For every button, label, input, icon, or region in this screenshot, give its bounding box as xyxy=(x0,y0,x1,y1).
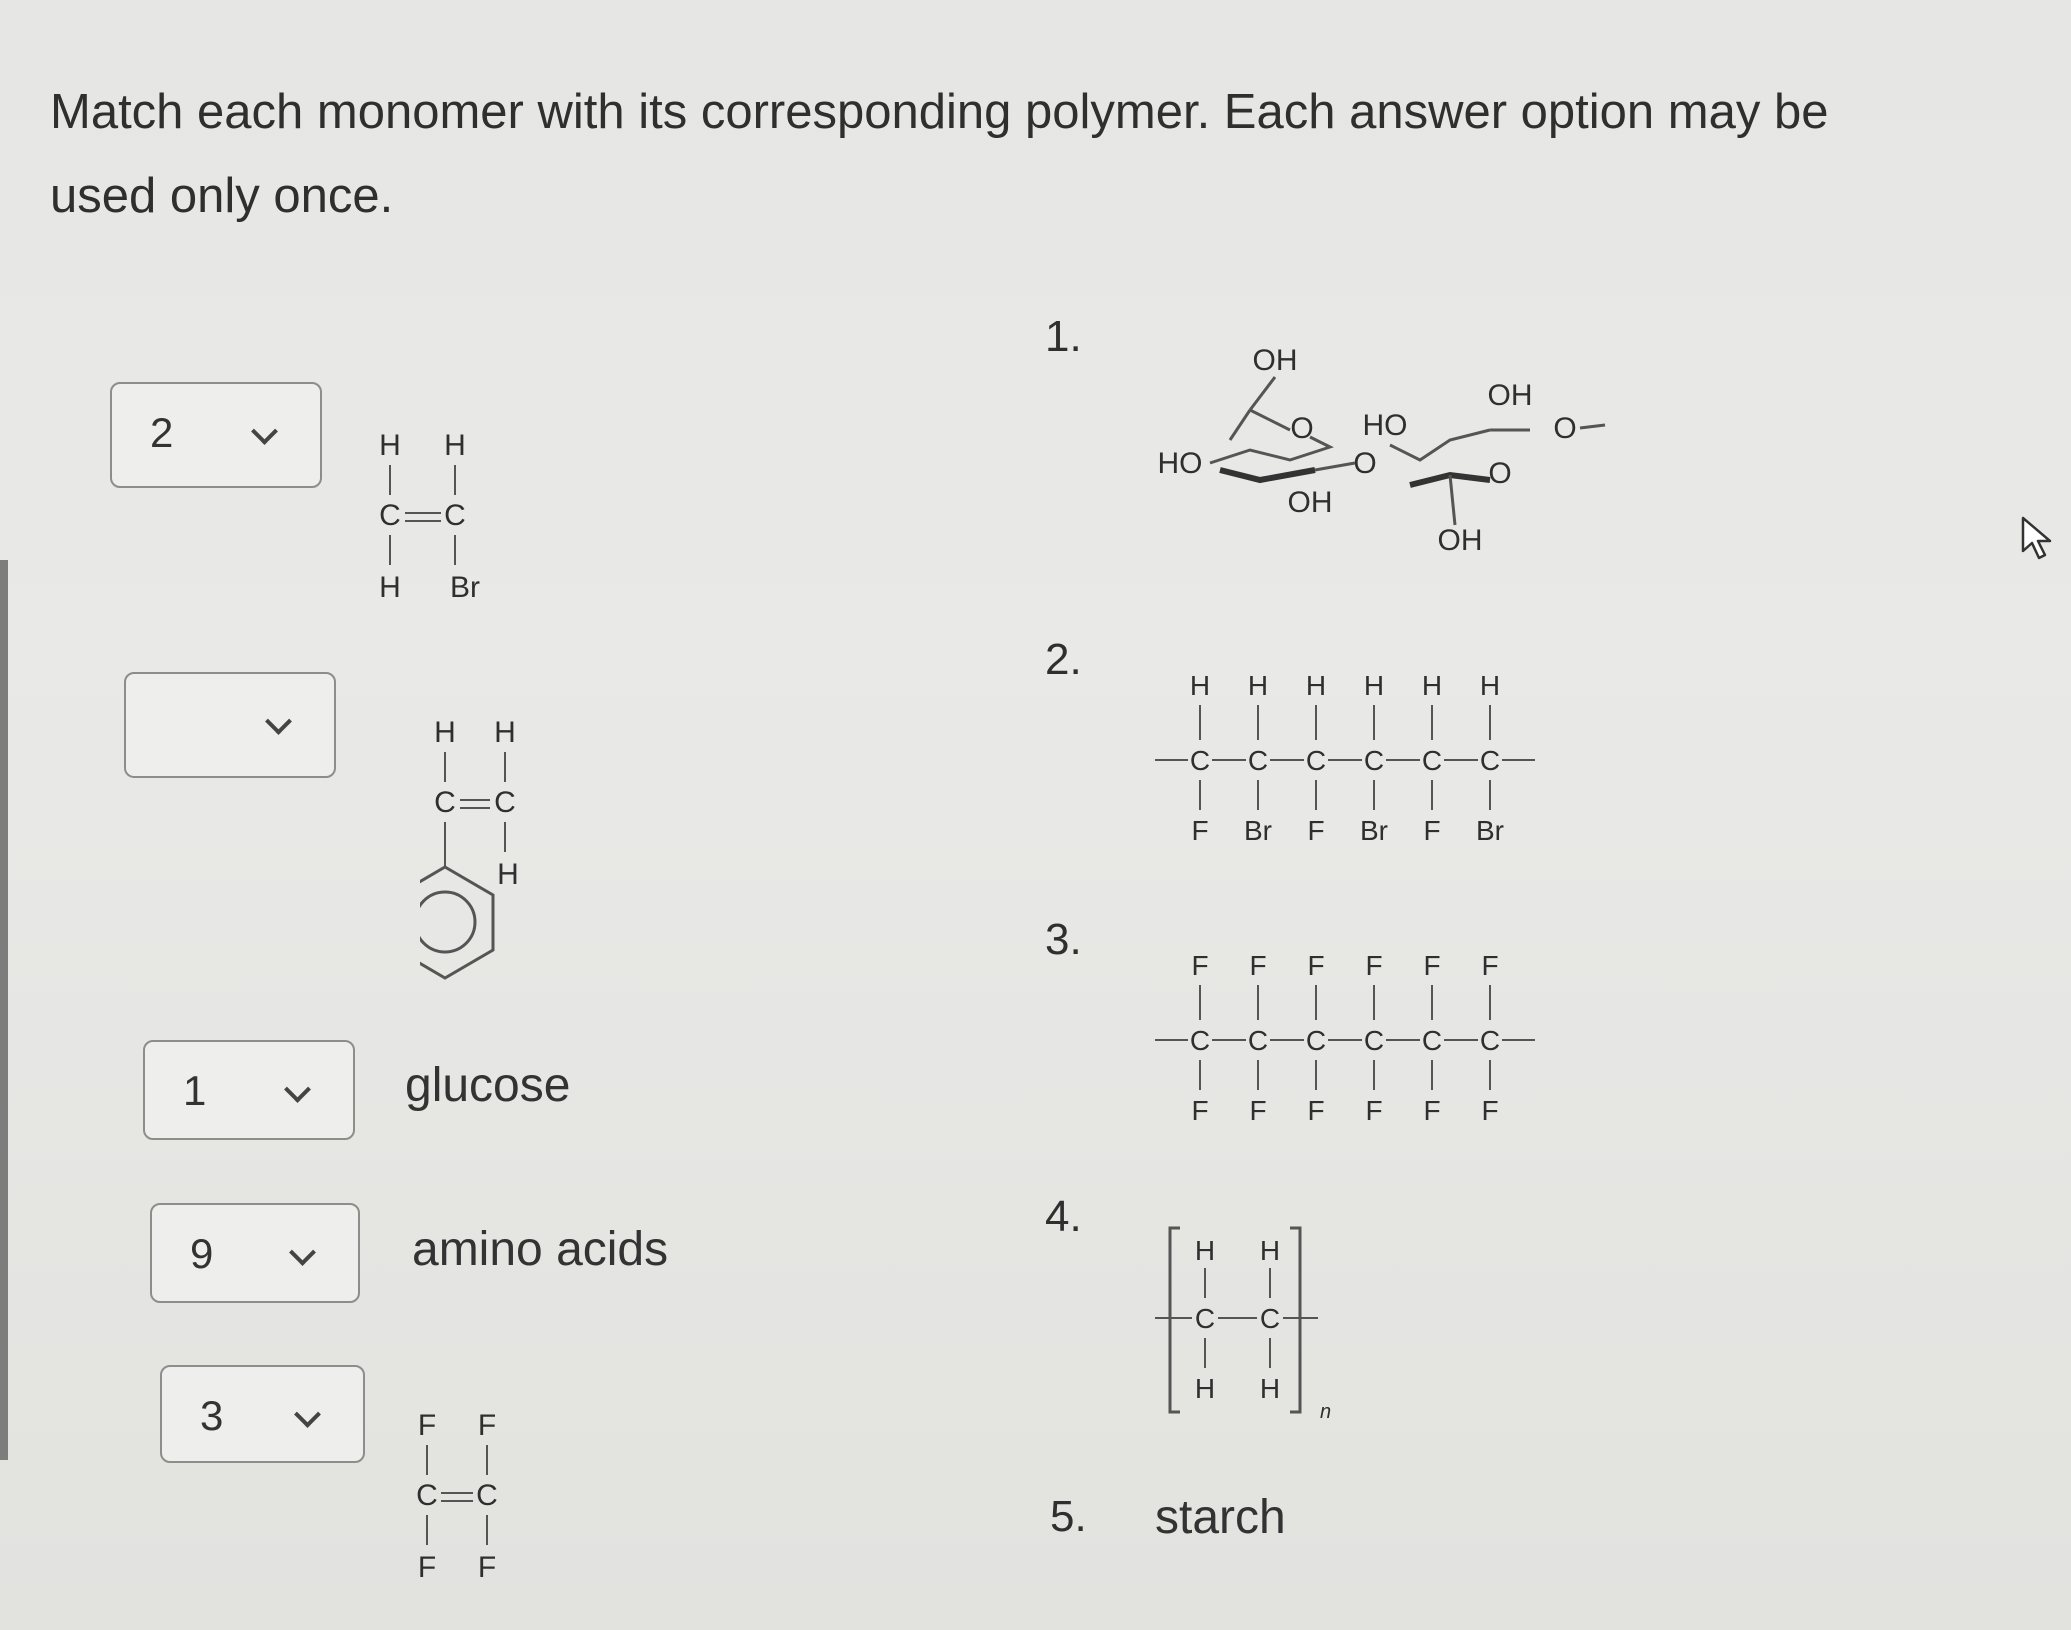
atom: F xyxy=(1481,950,1499,981)
monomer-label-amino-acids: amino acids xyxy=(412,1223,669,1276)
chevron-down-icon xyxy=(294,1401,321,1428)
subscript-n: n xyxy=(1320,1401,1332,1420)
atom: F xyxy=(1481,1095,1499,1125)
atom: H xyxy=(1259,1235,1281,1266)
atom: F xyxy=(1249,950,1267,981)
atom: Br xyxy=(450,571,480,604)
atom: F xyxy=(417,1409,437,1442)
select-value: 2 xyxy=(150,409,174,456)
chevron-down-icon xyxy=(251,418,278,445)
atom: C xyxy=(1247,1025,1269,1056)
atom: C xyxy=(494,786,516,819)
atom: C xyxy=(476,1479,498,1512)
polymer-bromo-fluoro-chain xyxy=(1150,665,1570,855)
atom: H xyxy=(1479,670,1501,701)
match-select-2[interactable] xyxy=(124,672,336,778)
atom: O xyxy=(1553,412,1577,445)
atom: O xyxy=(1488,457,1512,490)
chevron-down-icon xyxy=(289,1239,316,1266)
option-number-2: 2. xyxy=(1045,635,1082,684)
atom: C xyxy=(434,786,456,819)
atom: F xyxy=(1191,1095,1209,1125)
atom: C xyxy=(379,499,401,532)
atom: H xyxy=(1189,670,1211,701)
atom: OH xyxy=(1252,344,1298,377)
polymer-ptfe-chain xyxy=(1150,945,1570,1125)
atom: C xyxy=(416,1479,438,1512)
atom: F xyxy=(1423,815,1441,846)
atom: F xyxy=(1307,950,1325,981)
match-select-3[interactable] xyxy=(143,1040,355,1140)
atom: F xyxy=(1365,1095,1383,1125)
select-value: 1 xyxy=(183,1067,207,1114)
atom: C xyxy=(1305,745,1327,776)
option-number-5: 5. xyxy=(1050,1492,1087,1541)
question-text xyxy=(50,70,1910,238)
atom: F xyxy=(1423,1095,1441,1125)
atom: O xyxy=(1353,447,1377,480)
polymer-label-starch: starch xyxy=(1155,1491,1286,1544)
atom: C xyxy=(1421,1025,1443,1056)
atom: F xyxy=(1191,950,1209,981)
atom: F xyxy=(477,1409,497,1442)
match-select-1[interactable] xyxy=(110,382,322,488)
chevron-down-icon xyxy=(284,1076,311,1103)
mouse-cursor-icon xyxy=(2020,515,2054,563)
match-select-5[interactable] xyxy=(160,1365,365,1463)
atom: Br xyxy=(1360,815,1388,846)
atom: H xyxy=(1363,670,1385,701)
atom: H xyxy=(497,858,519,891)
atom: C xyxy=(444,499,466,532)
atom: H xyxy=(494,716,516,749)
atom: O xyxy=(1290,412,1314,445)
atom: H xyxy=(379,571,401,604)
atom: OH xyxy=(1487,379,1533,412)
atom: F xyxy=(417,1551,437,1584)
match-select-4[interactable] xyxy=(150,1203,360,1303)
atom: OH xyxy=(1437,524,1483,557)
atom: C xyxy=(1305,1025,1327,1056)
option-number-3: 3. xyxy=(1045,915,1082,964)
option-number-4: 4. xyxy=(1045,1192,1082,1241)
atom: H xyxy=(1247,670,1269,701)
atom: F xyxy=(1307,815,1325,846)
option-number-1: 1. xyxy=(1045,312,1082,361)
atom: H xyxy=(1194,1235,1216,1266)
chevron-down-icon xyxy=(265,708,292,735)
atom: C xyxy=(1189,745,1211,776)
atom: F xyxy=(1307,1095,1325,1125)
monomer-tetrafluoroethene xyxy=(405,1405,525,1585)
atom: H xyxy=(434,716,456,749)
monomer-label-glucose: glucose xyxy=(405,1059,571,1112)
atom: H xyxy=(1305,670,1327,701)
monomer-bromoethene xyxy=(365,425,505,615)
monomer-styrene xyxy=(420,712,560,982)
atom: HO xyxy=(1157,447,1203,480)
atom: C xyxy=(1421,745,1443,776)
atom: C xyxy=(1194,1303,1216,1334)
atom: H xyxy=(1194,1373,1216,1404)
polymer-polyethylene xyxy=(1150,1220,1350,1420)
polymer-cellulose xyxy=(1150,335,1620,565)
atom: H xyxy=(444,429,466,462)
atom: C xyxy=(1479,1025,1501,1056)
question-line-2: used only once. xyxy=(50,169,394,223)
left-edge-bar xyxy=(0,560,8,1460)
atom: C xyxy=(1363,745,1385,776)
question-line-1: Match each monomer with its corresponding polymer. Each answer option may be xyxy=(50,85,1829,139)
atom: F xyxy=(1365,950,1383,981)
atom: Br xyxy=(1244,815,1272,846)
atom: H xyxy=(379,429,401,462)
atom: H xyxy=(1421,670,1443,701)
atom: Br xyxy=(1476,815,1504,846)
atom: F xyxy=(477,1551,497,1584)
atom: C xyxy=(1259,1303,1281,1334)
atom: C xyxy=(1247,745,1269,776)
atom: OH xyxy=(1287,486,1333,519)
atom: F xyxy=(1249,1095,1267,1125)
atom: C xyxy=(1479,745,1501,776)
atom: F xyxy=(1191,815,1209,846)
atom: HO xyxy=(1362,409,1408,442)
select-value: 9 xyxy=(190,1230,214,1277)
atom: F xyxy=(1423,950,1441,981)
select-value: 3 xyxy=(200,1392,224,1439)
atom: H xyxy=(1259,1373,1281,1404)
atom: C xyxy=(1363,1025,1385,1056)
atom: C xyxy=(1189,1025,1211,1056)
